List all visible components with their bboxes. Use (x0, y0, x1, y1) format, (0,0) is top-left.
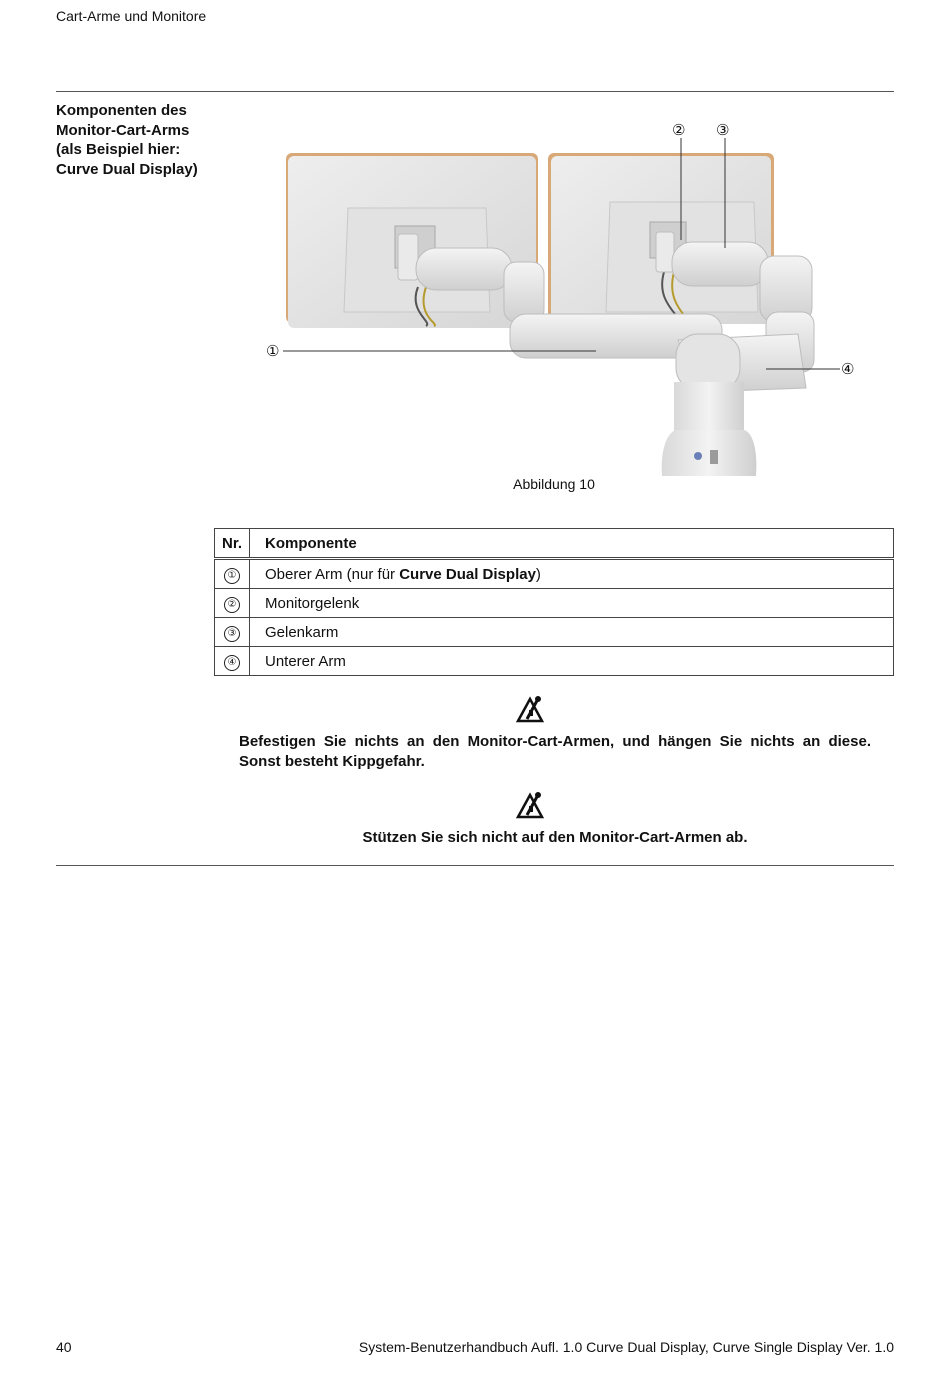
row-component: Unterer Arm (250, 647, 894, 676)
row-number: ② (224, 597, 240, 613)
table-row (215, 559, 894, 589)
section-title-line: Monitor-Cart-Arms (56, 121, 190, 139)
callout-3-label: ③ (716, 121, 730, 139)
components-table (214, 528, 894, 676)
callout-2-label: ② (672, 121, 686, 139)
row-number: ① (224, 568, 240, 584)
row-component: Gelenkarm (250, 618, 894, 647)
table-row (215, 647, 894, 676)
hand-warning-icon (515, 790, 545, 820)
warning-text: Befestigen Sie nichts an den Monitor-Cart-Armen, und hängen Sie nichts an diese. Sonst besteht Kippgefahr. (239, 733, 871, 770)
footer-document-title: System-Benutzerhandbuch Aufl. 1.0 Curve Dual Display, Curve Single Display Ver. 1.0 (358, 1339, 894, 1355)
callout-4-label: ④ (841, 360, 855, 378)
hand-warning-icon (515, 694, 545, 724)
section-title (56, 101, 226, 179)
lower-arm (510, 312, 814, 392)
row-component: Oberer Arm (nur für Curve Dual Display) (250, 559, 894, 589)
table-row (215, 589, 894, 618)
column-header-component: Komponente (250, 529, 894, 559)
section-title-line: Curve Dual Display) (56, 160, 198, 178)
cart-column (662, 382, 757, 476)
section-end-rule (56, 865, 894, 866)
figure-caption: Abbildung 10 (513, 476, 595, 492)
page-number: 40 (56, 1339, 72, 1355)
row-component: Monitorgelenk (250, 589, 894, 618)
monitor-cart-arm-figure (258, 112, 870, 476)
callout-1-label: ① (266, 342, 280, 360)
warning-text: Stützen Sie sich nicht auf den Monitor-Cart-Armen ab. (362, 829, 748, 846)
row-number: ③ (224, 626, 240, 642)
section-title-line: (als Beispiel hier: (56, 141, 181, 158)
table-row (215, 618, 894, 647)
column-header-nr: Nr. (215, 529, 250, 559)
row-number: ④ (224, 655, 240, 671)
top-rule (56, 91, 894, 92)
running-header: Cart-Arme und Monitore (56, 8, 207, 24)
table-header-row (215, 529, 894, 559)
section-title-line: Komponenten des (56, 102, 187, 119)
